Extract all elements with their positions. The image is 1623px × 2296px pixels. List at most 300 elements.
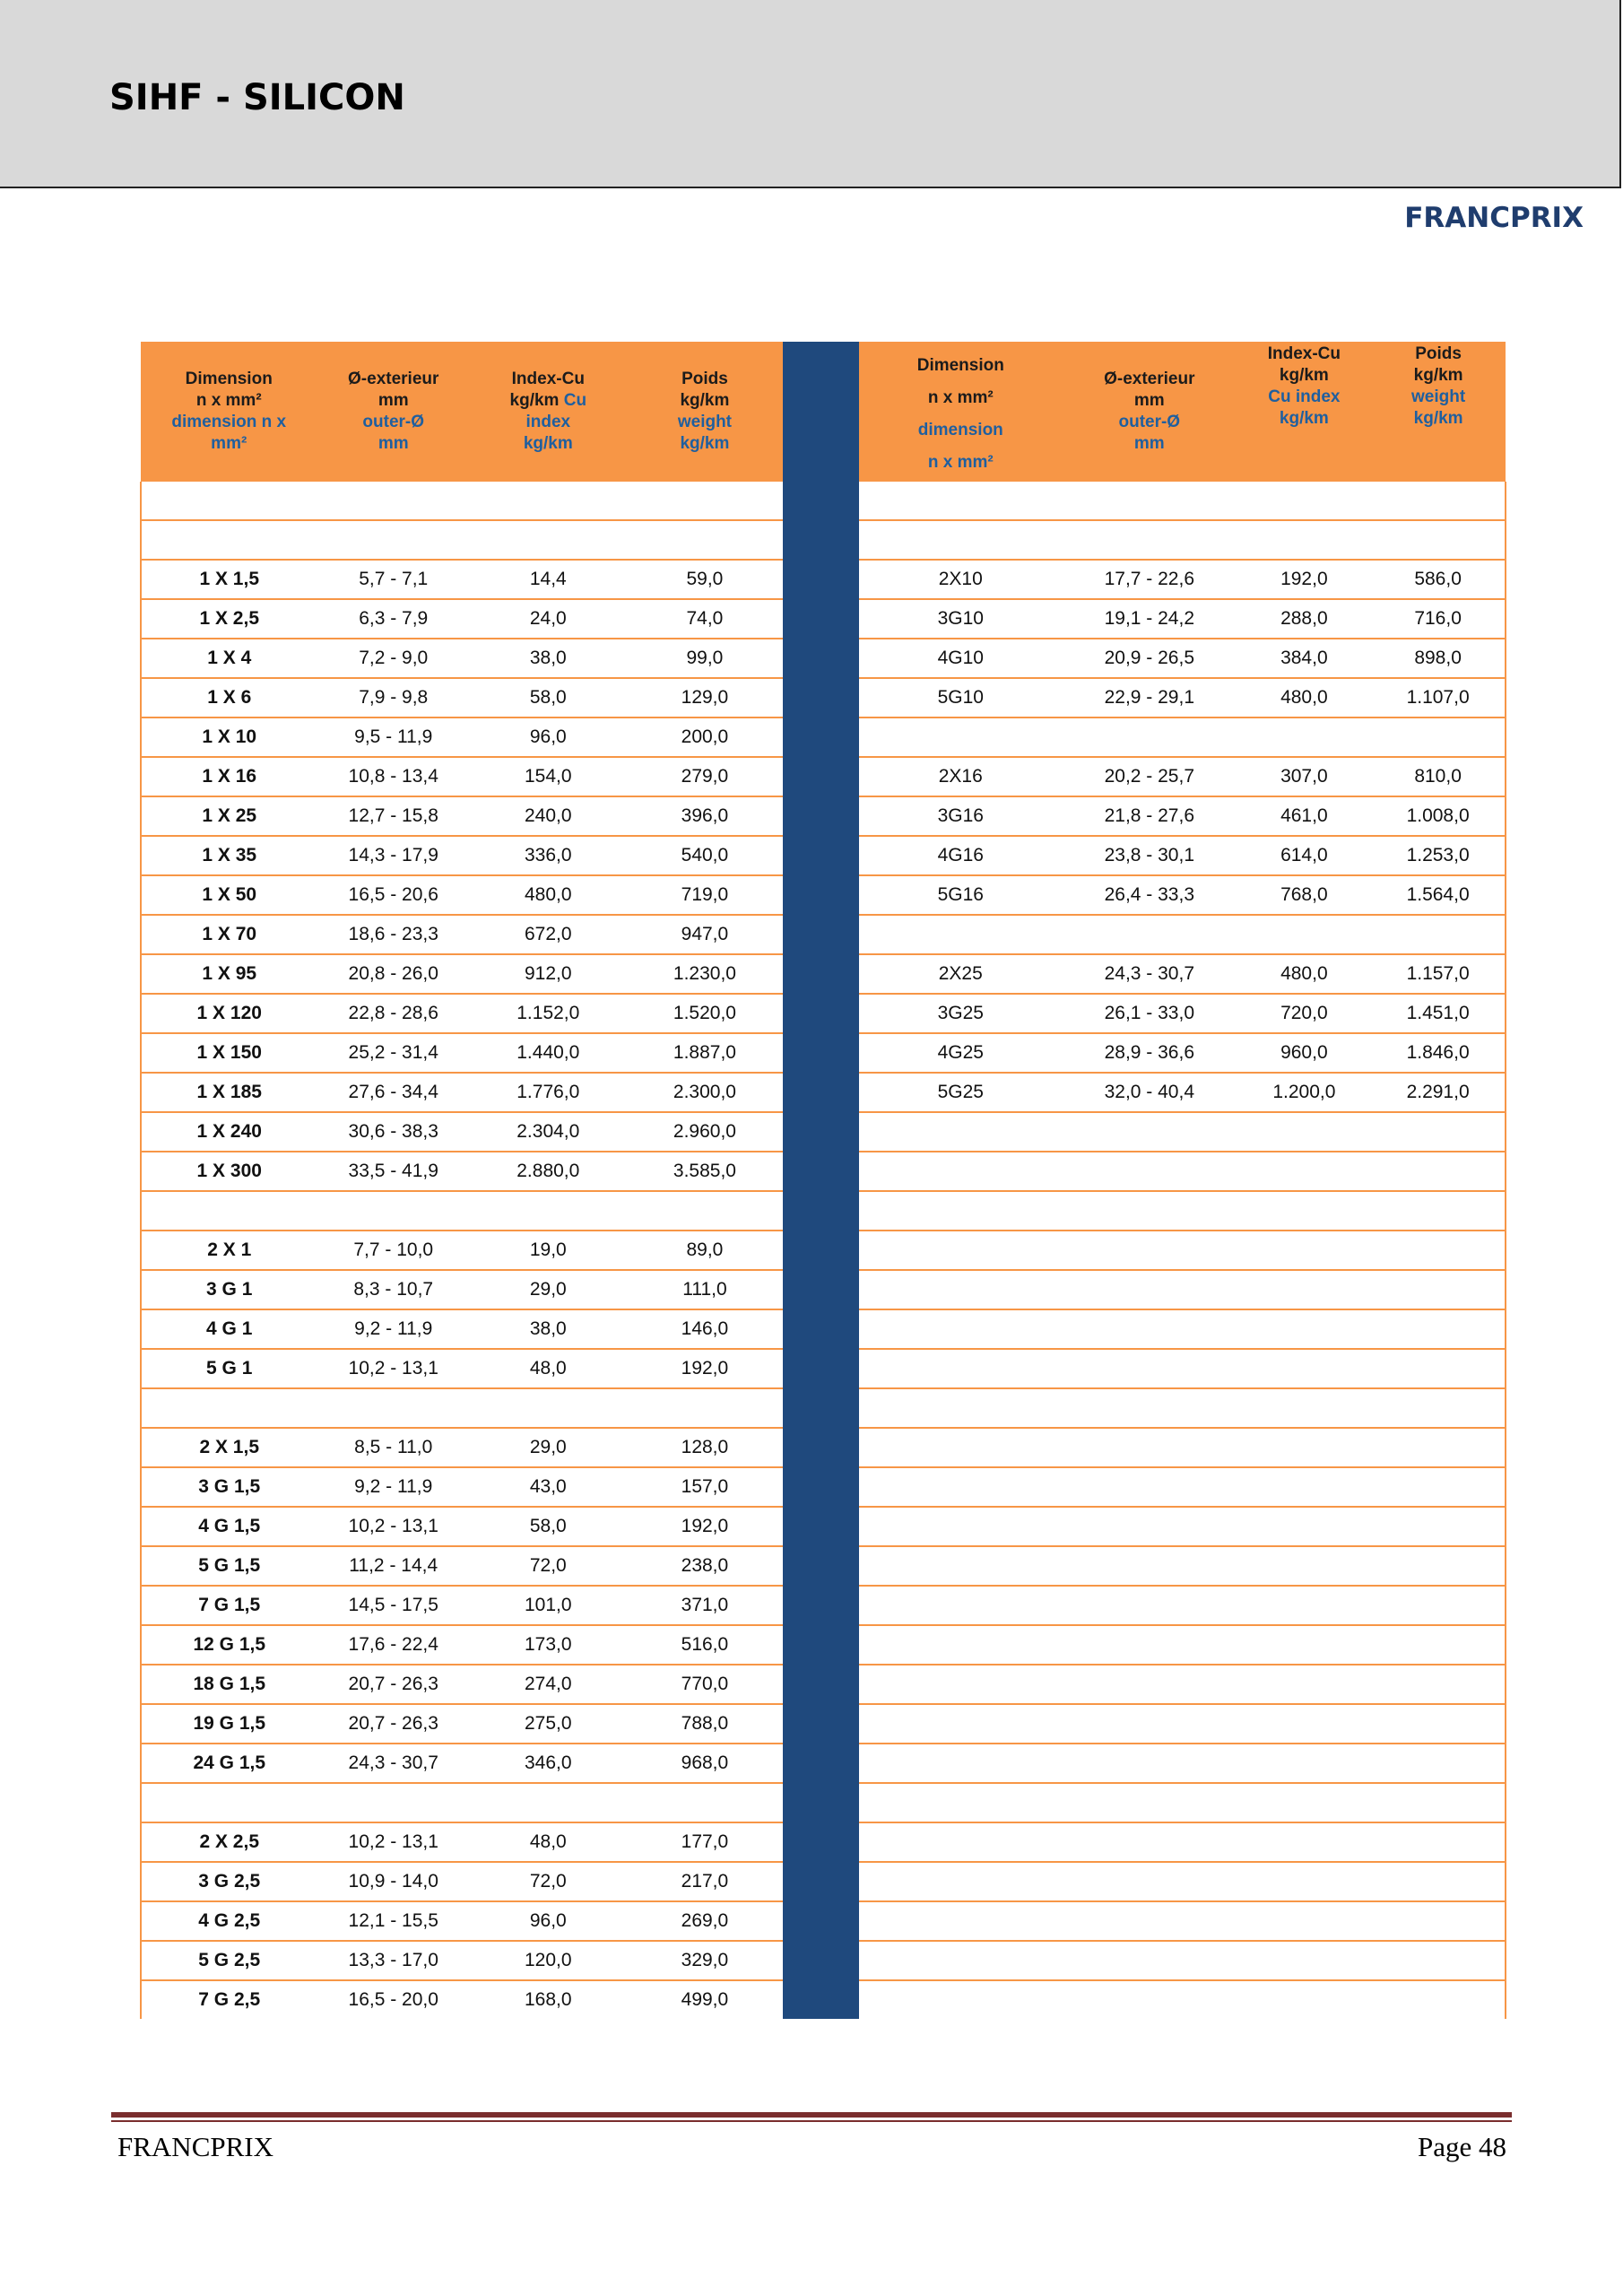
spec-table-container: [140, 342, 1506, 2019]
header-text: kg/km: [1413, 366, 1463, 385]
cell-index-cu-right: 480,0: [1237, 678, 1372, 718]
cell-weight-left: 200,0: [627, 718, 784, 757]
cell-index-cu-left: 912,0: [470, 954, 627, 994]
header-text: kg/km: [1279, 409, 1329, 428]
cell-outer-diameter-left: 16,5 - 20,6: [317, 875, 469, 915]
table-row: [141, 1428, 1506, 1467]
cell-dimension-right: 2X16: [859, 757, 1062, 796]
cell-dimension-right: [859, 1704, 1062, 1744]
cell-outer-diameter-right: 19,1 - 24,2: [1062, 599, 1237, 639]
cell-dimension-left: [141, 1783, 317, 1822]
cell-index-cu-left: 672,0: [470, 915, 627, 954]
header-text: Cu: [563, 391, 587, 410]
cell-weight-right: [1371, 1901, 1506, 1941]
cell-outer-diameter-right: [1062, 1388, 1237, 1428]
cell-dimension-left: 3 G 1: [141, 1270, 317, 1309]
cell-weight-right: 1.008,0: [1371, 796, 1506, 836]
cell-index-cu-left: 14,4: [470, 560, 627, 599]
cell-index-cu-left: 38,0: [470, 639, 627, 678]
column-separator: [783, 718, 859, 757]
cell-dimension-left: 1 X 25: [141, 796, 317, 836]
cell-index-cu-right: [1237, 718, 1372, 757]
cell-weight-left: 2.300,0: [627, 1073, 784, 1112]
cell-weight-left: 1.520,0: [627, 994, 784, 1033]
cell-dimension-left: 18 G 1,5: [141, 1665, 317, 1704]
cell-dimension-right: 4G10: [859, 639, 1062, 678]
cell-weight-left: [627, 1783, 784, 1822]
header-text: mm: [1133, 434, 1165, 453]
cell-outer-diameter-left: 7,2 - 9,0: [317, 639, 469, 678]
cell-dimension-right: 3G10: [859, 599, 1062, 639]
cell-dimension-right: [859, 482, 1062, 520]
table-row: [141, 954, 1506, 994]
cell-weight-left: 129,0: [627, 678, 784, 718]
cell-weight-left: [627, 520, 784, 560]
cell-outer-diameter-left: 5,7 - 7,1: [317, 560, 469, 599]
cell-dimension-left: [141, 1191, 317, 1231]
cell-outer-diameter-left: 9,5 - 11,9: [317, 718, 469, 757]
cell-outer-diameter-right: [1062, 1349, 1237, 1388]
cell-weight-right: [1371, 1980, 1506, 2019]
cell-outer-diameter-left: 10,2 - 13,1: [317, 1349, 469, 1388]
header-text: weight: [1411, 387, 1466, 406]
cell-outer-diameter-right: 20,2 - 25,7: [1062, 757, 1237, 796]
cell-dimension-right: [859, 1665, 1062, 1704]
cell-dimension-right: [859, 1152, 1062, 1191]
column-separator: [783, 1941, 859, 1980]
cell-weight-left: 719,0: [627, 875, 784, 915]
cell-index-cu-left: [470, 1783, 627, 1822]
cell-weight-right: 1.253,0: [1371, 836, 1506, 875]
cell-index-cu-right: [1237, 1152, 1372, 1191]
table-row: [141, 718, 1506, 757]
cell-outer-diameter-left: 16,5 - 20,0: [348, 1989, 438, 2010]
cell-outer-diameter-left: 7,7 - 10,0: [317, 1231, 469, 1270]
cell-index-cu-right: [1237, 1309, 1372, 1349]
column-separator: [783, 1901, 859, 1941]
header-text: n x mm²: [927, 453, 994, 472]
cell-weight-left: 74,0: [627, 599, 784, 639]
cell-weight-right: [1371, 1507, 1506, 1546]
cell-outer-diameter-right: [1062, 1586, 1237, 1625]
cell-outer-diameter-left: 6,3 - 7,9: [317, 599, 469, 639]
cell-weight-right: [1371, 718, 1506, 757]
footer-divider: [111, 2112, 1512, 2118]
footer-brand: FRANCPRIX: [117, 2131, 273, 2162]
cell-dimension-left: 1 X 16: [141, 757, 317, 796]
cell-dimension-right: [859, 915, 1062, 954]
column-separator: [783, 757, 859, 796]
cell-weight-right: [1371, 1191, 1506, 1231]
cell-outer-diameter-right: [1062, 1309, 1237, 1349]
column-separator: [783, 1231, 859, 1270]
cell-dimension-left: [141, 1388, 317, 1428]
column-separator: [783, 1783, 859, 1822]
cell-weight-right: 810,0: [1371, 757, 1506, 796]
table-row: [141, 994, 1506, 1033]
cell-index-cu-left: [470, 1388, 627, 1428]
cell-weight-right: 1.107,0: [1371, 678, 1506, 718]
cell-weight-right: [1371, 915, 1506, 954]
cell-weight-right: [1371, 1309, 1506, 1349]
cell-dimension-right: [859, 1744, 1062, 1783]
cell-index-cu-right: [1237, 915, 1372, 954]
footer-divider: [111, 2120, 1512, 2122]
table-row: [141, 1270, 1506, 1309]
header-text: Dimension: [916, 356, 1004, 375]
cell-weight-left: [627, 1191, 784, 1231]
cell-weight-left: 59,0: [627, 560, 784, 599]
cell-index-cu-right: 960,0: [1237, 1033, 1372, 1073]
column-separator: [783, 1546, 859, 1586]
column-separator: [783, 1033, 859, 1073]
table-row: [141, 1467, 1506, 1507]
cell-outer-diameter-left: 8,3 - 10,7: [317, 1270, 469, 1309]
cell-dimension-right: 5G16: [859, 875, 1062, 915]
cell-index-cu-left: 336,0: [470, 836, 627, 875]
cell-dimension-left: 1 X 240: [141, 1112, 317, 1152]
cell-outer-diameter-left: 27,6 - 34,4: [317, 1073, 469, 1112]
cell-index-cu-right: 192,0: [1237, 560, 1372, 599]
table-row: [141, 1349, 1506, 1388]
cell-outer-diameter-right: [1062, 1862, 1237, 1901]
cell-outer-diameter-right: 26,4 - 33,3: [1062, 875, 1237, 915]
cell-weight-right: [1371, 1822, 1506, 1862]
column-separator: [783, 1586, 859, 1625]
header-text: mm: [378, 434, 409, 453]
header-text: kg/km: [509, 391, 560, 410]
table-row: [141, 639, 1506, 678]
cell-dimension-right: [859, 1586, 1062, 1625]
cell-index-cu-left: 2.304,0: [470, 1112, 627, 1152]
table-row: [141, 1941, 1506, 1980]
cell-index-cu-right: [1237, 1665, 1372, 1704]
cell-dimension-left: 12 G 1,5: [141, 1625, 317, 1665]
cell-weight-left: 99,0: [627, 639, 784, 678]
cell-weight-right: [1371, 1704, 1506, 1744]
cell-outer-diameter-left: 13,3 - 17,0: [317, 1941, 469, 1980]
cell-weight-left: 2.960,0: [627, 1112, 784, 1152]
cell-weight-right: [1371, 1388, 1506, 1428]
cell-dimension-left: 2 X 2,5: [141, 1822, 317, 1862]
cell-dimension-left: 19 G 1,5: [141, 1704, 317, 1744]
header-text: weight: [677, 413, 733, 431]
cell-outer-diameter-left: 20,8 - 26,0: [317, 954, 469, 994]
cell-outer-diameter-right: [1062, 1270, 1237, 1309]
cell-dimension-left: 1 X 1,5: [141, 560, 317, 599]
cell-weight-left: 396,0: [627, 796, 784, 836]
header-text: Ø-exterieur: [348, 370, 439, 388]
cell-dimension-left: 4 G 2,5: [141, 1901, 317, 1941]
column-separator: [783, 1152, 859, 1191]
cell-outer-diameter-right: [1062, 520, 1237, 560]
cell-weight-left: [627, 1388, 784, 1428]
cell-weight-right: [1371, 1152, 1506, 1191]
cell-dimension-right: 2X10: [859, 560, 1062, 599]
cell-weight-left: 192,0: [627, 1507, 784, 1546]
table-row: [141, 1033, 1506, 1073]
cell-index-cu-right: [1237, 1467, 1372, 1507]
cell-index-cu-right: [1237, 1507, 1372, 1546]
cell-dimension-right: [859, 1428, 1062, 1467]
cell-index-cu-right: [1237, 1822, 1372, 1862]
table-row: [141, 1980, 1506, 2019]
column-separator: [783, 1862, 859, 1901]
header-weight-right: [1371, 342, 1506, 482]
cell-weight-right: 1.157,0: [1371, 954, 1506, 994]
cell-outer-diameter-left: 20,7 - 26,3: [317, 1704, 469, 1744]
cell-outer-diameter-left: 14,5 - 17,5: [317, 1586, 469, 1625]
table-row: [141, 520, 1506, 560]
column-separator: [783, 836, 859, 875]
header-index-cu-left: [470, 342, 627, 482]
cell-weight-right: [1371, 1349, 1506, 1388]
cell-weight-right: [1371, 520, 1506, 560]
cell-weight-right: [1371, 1231, 1506, 1270]
column-separator: [783, 1744, 859, 1783]
cell-index-cu-left: 1.152,0: [470, 994, 627, 1033]
cell-outer-diameter-left: 10,2 - 13,1: [317, 1507, 469, 1546]
cell-dimension-right: [859, 1467, 1062, 1507]
cell-dimension-left: 7 G 2,5: [141, 1980, 317, 2019]
cell-index-cu-left: 274,0: [470, 1665, 627, 1704]
column-separator: [783, 915, 859, 954]
cell-outer-diameter-right: [1062, 1231, 1237, 1270]
header-outer-diameter-left: [317, 342, 469, 482]
cell-dimension-left: 5 G 1: [141, 1349, 317, 1388]
table-row: [141, 1112, 1506, 1152]
cell-index-cu-right: [1237, 1231, 1372, 1270]
cell-weight-right: 1.564,0: [1371, 875, 1506, 915]
cell-dimension-left: 7 G 1,5: [141, 1586, 317, 1625]
cell-index-cu-left: 346,0: [470, 1744, 627, 1783]
header-text: kg/km: [523, 434, 573, 453]
cell-outer-diameter-left: [317, 520, 469, 560]
cell-index-cu-left: 2.880,0: [470, 1152, 627, 1191]
column-separator: [783, 1704, 859, 1744]
cell-outer-diameter-left: 22,8 - 28,6: [317, 994, 469, 1033]
table-row: [141, 1191, 1506, 1231]
column-separator: [783, 1980, 859, 2019]
header-outer-diameter-right: [1062, 342, 1237, 482]
cell-outer-diameter-right: 26,1 - 33,0: [1062, 994, 1237, 1033]
cell-dimension-left: 1 X 120: [141, 994, 317, 1033]
cell-weight-left: 269,0: [627, 1901, 784, 1941]
table-row: [141, 915, 1506, 954]
cell-outer-diameter-right: [1062, 1980, 1237, 2019]
table-row: [141, 560, 1506, 599]
cell-index-cu-left: 24,0: [470, 599, 627, 639]
table-row: [141, 1546, 1506, 1586]
cell-index-cu-right: [1237, 1191, 1372, 1231]
column-separator: [783, 1112, 859, 1152]
cell-dimension-left: 4 G 1: [141, 1309, 317, 1349]
cell-dimension-left: [141, 520, 317, 560]
cell-weight-left: 177,0: [627, 1822, 784, 1862]
cell-outer-diameter-left: 12,7 - 15,8: [317, 796, 469, 836]
cell-outer-diameter-right: [1062, 1625, 1237, 1665]
cell-weight-left: 192,0: [627, 1349, 784, 1388]
cell-index-cu-left: [470, 520, 627, 560]
cell-weight-left: 157,0: [627, 1467, 784, 1507]
column-separator: [783, 1428, 859, 1467]
brand-name: FRANCPRIX: [1404, 202, 1584, 234]
cell-weight-right: [1371, 1783, 1506, 1822]
cell-dimension-right: 3G16: [859, 796, 1062, 836]
cell-dimension-left: 1 X 10: [141, 718, 317, 757]
cell-outer-diameter-left: 18,6 - 23,3: [317, 915, 469, 954]
cell-outer-diameter-right: [1062, 1428, 1237, 1467]
table-body: [141, 482, 1506, 2019]
table-row: [141, 1665, 1506, 1704]
cell-index-cu-left: 101,0: [470, 1586, 627, 1625]
column-separator: [783, 1309, 859, 1349]
table-row: [141, 875, 1506, 915]
cell-dimension-right: [859, 1112, 1062, 1152]
table-row: [141, 757, 1506, 796]
cell-outer-diameter-left: 9,2 - 11,9: [317, 1467, 469, 1507]
cell-weight-left: 111,0: [627, 1270, 784, 1309]
column-separator: [783, 1467, 859, 1507]
header-text: Poids: [681, 370, 728, 388]
header-text: outer-Ø: [362, 413, 425, 431]
cell-outer-diameter-right: 20,9 - 26,5: [1062, 639, 1237, 678]
cell-outer-diameter-left: [317, 1388, 469, 1428]
cell-weight-left: 499,0: [681, 1989, 729, 2010]
header-text: dimension: [917, 421, 1003, 439]
cell-outer-diameter-left: 9,2 - 11,9: [317, 1309, 469, 1349]
spec-table: [140, 342, 1506, 2019]
header-text: dimension n x: [171, 413, 287, 431]
cell-outer-diameter-right: [1062, 1941, 1237, 1980]
cell-dimension-right: [859, 1231, 1062, 1270]
cell-dimension-left: 1 X 50: [141, 875, 317, 915]
cell-index-cu-left: 72,0: [470, 1546, 627, 1586]
cell-weight-right: [1371, 1625, 1506, 1665]
column-separator: [783, 599, 859, 639]
table-row: [141, 1744, 1506, 1783]
cell-dimension-left: 1 X 300: [141, 1152, 317, 1191]
cell-index-cu-left: [470, 482, 627, 520]
cell-weight-left: [627, 482, 784, 520]
cell-outer-diameter-left: [317, 1191, 469, 1231]
cell-outer-diameter-left: [317, 482, 469, 520]
cell-outer-diameter-left: 14,3 - 17,9: [317, 836, 469, 875]
cell-index-cu-right: [1237, 1783, 1372, 1822]
table-row: [141, 1704, 1506, 1744]
cell-outer-diameter-left: 11,2 - 14,4: [317, 1546, 469, 1586]
cell-index-cu-left: 96,0: [470, 718, 627, 757]
cell-weight-right: [1371, 1941, 1506, 1980]
cell-outer-diameter-right: [1062, 1822, 1237, 1862]
cell-index-cu-right: [1237, 1901, 1372, 1941]
cell-outer-diameter-right: [1062, 482, 1237, 520]
cell-index-cu-left: 275,0: [470, 1704, 627, 1744]
header-text: kg/km: [1413, 409, 1463, 428]
cell-index-cu-left: 29,0: [470, 1270, 627, 1309]
cell-dimension-left: 5 G 1,5: [141, 1546, 317, 1586]
cell-index-cu-left: 38,0: [470, 1309, 627, 1349]
cell-index-cu-left: 72,0: [470, 1862, 627, 1901]
cell-outer-diameter-left: 12,1 - 15,5: [317, 1901, 469, 1941]
cell-outer-diameter-left: [317, 1783, 469, 1822]
cell-outer-diameter-left: 7,9 - 9,8: [317, 678, 469, 718]
cell-index-cu-left: 48,0: [470, 1349, 627, 1388]
column-separator: [783, 639, 859, 678]
cell-dimension-right: [859, 1349, 1062, 1388]
cell-index-cu-left: 173,0: [470, 1625, 627, 1665]
cell-dimension-left: 1 X 4: [141, 639, 317, 678]
cell-dimension-left: 3 G 2,5: [141, 1862, 317, 1901]
cell-index-cu-right: [1237, 1625, 1372, 1665]
cell-index-cu-left: 120,0: [470, 1941, 627, 1980]
table-row: [141, 1231, 1506, 1270]
cell-dimension-right: [859, 1822, 1062, 1862]
cell-weight-right: [1371, 482, 1506, 520]
cell-dimension-right: [859, 1388, 1062, 1428]
header-text: mm²: [211, 434, 247, 453]
cell-outer-diameter-left: 17,6 - 22,4: [317, 1625, 469, 1665]
cell-dimension-left: 2 X 1: [141, 1231, 317, 1270]
cell-weight-right: 898,0: [1371, 639, 1506, 678]
cell-outer-diameter-right: [1062, 1467, 1237, 1507]
table-row: [141, 1586, 1506, 1625]
cell-outer-diameter-right: [1062, 1191, 1237, 1231]
cell-index-cu-left: 58,0: [470, 678, 627, 718]
cell-dimension-left: 5 G 2,5: [141, 1941, 317, 1980]
column-separator: [783, 1270, 859, 1309]
cell-outer-diameter-right: 17,7 - 22,6: [1062, 560, 1237, 599]
cell-index-cu-right: [1237, 1270, 1372, 1309]
header-text: outer-Ø: [1118, 413, 1181, 431]
cell-index-cu-left: 58,0: [470, 1507, 627, 1546]
cell-weight-left: 1.230,0: [627, 954, 784, 994]
cell-dimension-right: [859, 1625, 1062, 1665]
column-separator: [783, 482, 859, 520]
cell-weight-left: 3.585,0: [627, 1152, 784, 1191]
column-separator: [783, 1665, 859, 1704]
cell-index-cu-right: 768,0: [1237, 875, 1372, 915]
cell-index-cu-right: [1237, 1744, 1372, 1783]
page-number: Page 48: [1417, 2131, 1506, 2162]
header-text: Index-Cu: [511, 370, 585, 388]
cell-dimension-right: [859, 1783, 1062, 1822]
cell-dimension-right: 2X25: [859, 954, 1062, 994]
cell-index-cu-right: [1237, 482, 1372, 520]
cell-outer-diameter-right: 23,8 - 30,1: [1062, 836, 1237, 875]
cell-dimension-right: 4G25: [859, 1033, 1062, 1073]
header-text: Ø-exterieur: [1104, 370, 1195, 388]
header-text: n x mm²: [927, 388, 994, 407]
cell-weight-left: 947,0: [627, 915, 784, 954]
cell-dimension-right: 4G16: [859, 836, 1062, 875]
cell-outer-diameter-left: 24,3 - 30,7: [317, 1744, 469, 1783]
cell-dimension-right: [859, 1980, 1062, 2019]
header-text: kg/km: [680, 434, 730, 453]
cell-dimension-left: 1 X 95: [141, 954, 317, 994]
cell-weight-right: [1371, 1270, 1506, 1309]
cell-dimension-right: [859, 1191, 1062, 1231]
table-row: [141, 599, 1506, 639]
column-separator: [783, 1625, 859, 1665]
cell-dimension-right: [859, 1507, 1062, 1546]
cell-index-cu-left: 1.440,0: [470, 1033, 627, 1073]
cell-dimension-left: 1 X 6: [141, 678, 317, 718]
table-row: [141, 1073, 1506, 1112]
cell-index-cu-right: [1237, 1941, 1372, 1980]
cell-weight-right: 586,0: [1371, 560, 1506, 599]
column-separator: [783, 796, 859, 836]
